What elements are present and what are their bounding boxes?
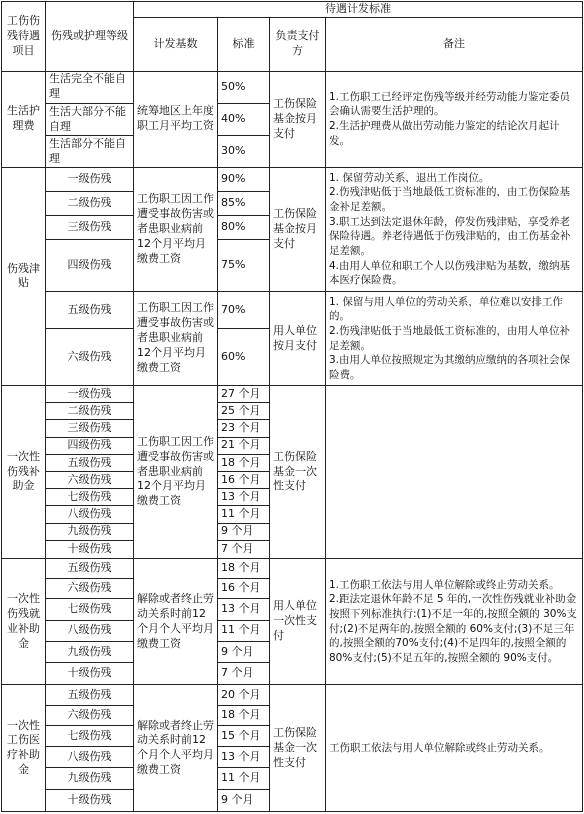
- medical-level: 九级伤残: [46, 768, 134, 789]
- employment-remark-line: 2.距法定退休年龄不足 5 年的,一次性伤残就业补助金按照下列标准执行:(1)不足一年的,按照全额的 30%支付;(2)不足两年的,按照全额的 60%支付;(3)不足三年的,按照全额的70%支付;(4)不足四年的,按照全额的 80%支付;(5)不足五年的,按照全额的 90%支付。: [329, 593, 577, 665]
- lumpsum-standard: 18 个月: [218, 454, 270, 471]
- lumpsum-level: 六级伤残: [46, 472, 134, 489]
- employment-level: 八级伤残: [46, 620, 134, 641]
- lumpsum-standard: 9 个月: [218, 523, 270, 540]
- medical-payer: 工伤保险基金一次性支付: [270, 685, 326, 812]
- lumpsum-level: 八级伤残: [46, 506, 134, 523]
- allowance-remark-line: 2.伤残津贴低于当地最低工资标准的，由工伤保险基金补足差额。: [329, 186, 571, 213]
- allowance-standard: 85%: [218, 191, 270, 215]
- nursing-level: 生活大部分不能自理: [46, 103, 134, 135]
- header-remark: 备注: [326, 18, 583, 72]
- lumpsum-standard: 23 个月: [218, 420, 270, 437]
- allowance-payer-fund: 工伤保险基金按月支付: [270, 167, 326, 291]
- lumpsum-level: 二级伤残: [46, 403, 134, 420]
- nursing-standard: 40%: [218, 103, 270, 135]
- nursing-level: 生活完全不能自理: [46, 71, 134, 103]
- header-standard: 标准: [218, 18, 270, 72]
- lumpsum-level: 九级伤残: [46, 523, 134, 540]
- allowance-remark-line: 4.由用人单位和职工个人以伤残津贴为基数，缴纳基本医疗保险费。: [329, 259, 571, 287]
- lumpsum-standard: 21 个月: [218, 437, 270, 454]
- employment-level: 六级伤残: [46, 579, 134, 599]
- employment-remark: [326, 558, 583, 684]
- header-payer: 负责支付方: [270, 18, 326, 72]
- nursing-standard: 30%: [218, 136, 270, 167]
- header-level: 伤残或护理等级: [46, 2, 134, 72]
- medical-standard: 18 个月: [218, 705, 270, 725]
- allowance-remark-fund: [326, 167, 583, 291]
- employment-level: 五级伤残: [46, 558, 134, 578]
- allowance-standard: 80%: [218, 216, 270, 240]
- lumpsum-level: 一级伤残: [46, 386, 134, 403]
- nursing-level: 生活部分不能自理: [46, 136, 134, 167]
- medical-level: 十级伤残: [46, 789, 134, 811]
- medical-standard: 15 个月: [218, 725, 270, 746]
- employment-standard: 18 个月: [218, 558, 270, 578]
- lumpsum-standard: 7 个月: [218, 540, 270, 558]
- medical-standard: 11 个月: [218, 768, 270, 789]
- medical-base: 解除或者终止劳动关系时前12个月个人平均月缴费工资: [134, 685, 218, 812]
- lumpsum-remark: [326, 386, 583, 559]
- allowance-base: 工伤职工因工作遭受事故伤害或者患职业病前12个月平均月缴费工资: [134, 167, 218, 291]
- employment-base: 解除或者终止劳动关系时前12个月个人平均月缴费工资: [134, 558, 218, 684]
- medical-item: 一次性工伤医疗补助金: [2, 685, 46, 812]
- employment-level: 九级伤残: [46, 641, 134, 662]
- medical-level: 七级伤残: [46, 725, 134, 746]
- lumpsum-payer: 工伤保险基金一次性支付: [270, 386, 326, 559]
- lumpsum-item: 一次性伤残补助金: [2, 386, 46, 559]
- employment-standard: 13 个月: [218, 599, 270, 620]
- allowance-remark-line: 1. 保留与用人单位的劳动关系，单位难以安排工作的。: [329, 295, 563, 323]
- header-item: 工伤伤残待遇项目: [2, 2, 46, 72]
- employment-standard: 11 个月: [218, 620, 270, 641]
- allowance-level: 一级伤残: [46, 167, 134, 191]
- allowance-standard: 75%: [218, 240, 270, 292]
- medical-standard: 13 个月: [218, 747, 270, 768]
- employment-standard: 16 个月: [218, 579, 270, 599]
- medical-level: 八级伤残: [46, 747, 134, 768]
- lumpsum-level: 五级伤残: [46, 454, 134, 471]
- allowance-standard: 70%: [218, 292, 270, 329]
- allowance-level: 四级伤残: [46, 240, 134, 292]
- nursing-standard: 50%: [218, 71, 270, 103]
- lumpsum-level: 七级伤残: [46, 489, 134, 506]
- lumpsum-standard: 13 个月: [218, 489, 270, 506]
- allowance-item: 伤残津贴: [2, 167, 46, 385]
- allowance-level: 三级伤残: [46, 216, 134, 240]
- medical-remark: 工伤职工依法与用人单位解除或终止劳动关系。: [326, 685, 583, 812]
- medical-standard: 9 个月: [218, 789, 270, 811]
- allowance-base-employer: 工伤职工因工作遭受事故伤害或者患职业病前12个月平均月缴费工资: [134, 292, 218, 386]
- employment-payer: 用人单位一次性支付: [270, 558, 326, 684]
- allowance-payer-employer: 用人单位按月支付: [270, 292, 326, 386]
- lumpsum-level: 十级伤残: [46, 540, 134, 558]
- nursing-remark-line: 1.工伤职工已经评定伤残等级并经劳动能力鉴定委员会确认需要生活护理的。: [329, 90, 571, 118]
- nursing-remark-line: 2.生活护理费从做出劳动能力鉴定的结论次月起计发。: [329, 120, 560, 147]
- medical-level: 六级伤残: [46, 705, 134, 725]
- employment-item: 一次性伤残就业补助金: [2, 558, 46, 684]
- allowance-level: 六级伤残: [46, 329, 134, 386]
- employment-standard: 7 个月: [218, 663, 270, 685]
- allowance-remark-line: 3.职工达到法定退休年龄，停发伤残津贴，享受养老保险待遇。养老待遇低于伤残津贴的，由工伤基金补足差额。: [329, 215, 571, 258]
- employment-standard: 9 个月: [218, 641, 270, 662]
- header-base: 计发基数: [134, 18, 218, 72]
- medical-level: 五级伤残: [46, 685, 134, 705]
- nursing-base: 统筹地区上年度职工月平均工资: [134, 71, 218, 167]
- lumpsum-standard: 25 个月: [218, 403, 270, 420]
- employment-remark-line: 1.工伤职工依法与用人单位解除或终止劳动关系。: [329, 578, 560, 591]
- lumpsum-standard: 16 个月: [218, 472, 270, 489]
- nursing-remark: [326, 71, 583, 167]
- lumpsum-level: 三级伤残: [46, 420, 134, 437]
- lumpsum-level: 四级伤残: [46, 437, 134, 454]
- employment-level: 十级伤残: [46, 663, 134, 685]
- allowance-remark-line: 2.伤残津贴低于当地最低工资标准的，由用人单位补足差额。: [329, 324, 571, 352]
- medical-standard: 20 个月: [218, 685, 270, 705]
- header-group: 待遇计发标准: [134, 2, 583, 18]
- allowance-remark-line: 3.由用人单位按照规定为其缴纳应缴纳的各项社会保险费。: [329, 354, 571, 381]
- allowance-standard: 90%: [218, 167, 270, 191]
- employment-level: 七级伤残: [46, 599, 134, 620]
- allowance-remark-line: 1. 保留劳动关系，退出工作岗位。: [329, 171, 490, 184]
- allowance-level: 二级伤残: [46, 191, 134, 215]
- nursing-payer: 工伤保险基金按月支付: [270, 71, 326, 167]
- allowance-remark-employer: [326, 292, 583, 386]
- allowance-level: 五级伤残: [46, 292, 134, 329]
- nursing-item: 生活护理费: [2, 71, 46, 167]
- lumpsum-standard: 11 个月: [218, 506, 270, 523]
- allowance-standard: 60%: [218, 329, 270, 386]
- lumpsum-base: 工伤职工因工作遭受事故伤害或者患职业病前12个月平均月缴费工资: [134, 386, 218, 559]
- lumpsum-standard: 27 个月: [218, 386, 270, 403]
- work-injury-benefits-table: [1, 1, 583, 812]
